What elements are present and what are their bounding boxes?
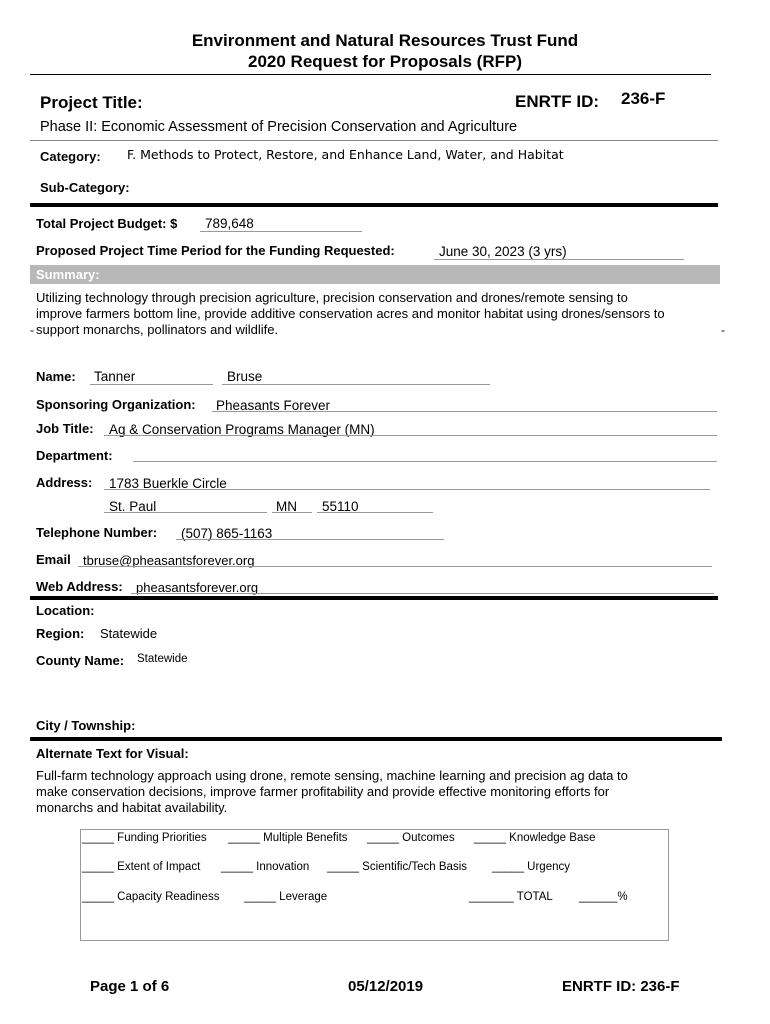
enrtf-id-label: ENRTF ID: bbox=[515, 92, 600, 111]
first-name-value: Tanner bbox=[94, 369, 136, 384]
footer-date: 05/12/2019 bbox=[348, 978, 424, 995]
summary-line-1: Utilizing technology through precision agriculture, precision conservation and drones/remote sensing to bbox=[36, 290, 628, 305]
city-township-label: City / Township: bbox=[36, 718, 136, 733]
web-address-value: pheasantsforever.org bbox=[136, 580, 259, 595]
city-underline bbox=[104, 512, 267, 513]
department-label: Department: bbox=[36, 448, 113, 463]
criteria-outcomes: _____ Outcomes bbox=[367, 832, 455, 844]
state-value: MN bbox=[276, 499, 297, 514]
alt-text-line-3: monarchs and habitat availability. bbox=[36, 800, 228, 815]
criteria-knowledge-base: _____ Knowledge Base bbox=[474, 832, 596, 844]
thick-rule-mid bbox=[30, 596, 718, 600]
budget-label: Total Project Budget: $ bbox=[36, 216, 178, 231]
org-label: Sponsoring Organization: bbox=[36, 397, 196, 412]
last-name-value: Bruse bbox=[227, 369, 263, 384]
summary-margin-mark-left: - bbox=[30, 323, 34, 337]
phone-underline bbox=[176, 539, 444, 540]
criteria-leverage: _____ Leverage bbox=[244, 891, 328, 903]
last-name-underline bbox=[222, 384, 490, 385]
criteria-percent: ______% bbox=[579, 891, 628, 903]
document-title: Environment and Natural Resources Trust Fund bbox=[191, 31, 579, 50]
criteria-total: _______ TOTAL bbox=[469, 891, 553, 903]
email-underline bbox=[78, 566, 712, 567]
header-rule bbox=[30, 74, 711, 75]
project-title-label: Project Title: bbox=[40, 93, 143, 112]
summary-margin-mark-right: - bbox=[721, 323, 725, 337]
city-value: St. Paul bbox=[109, 499, 157, 514]
phone-value: (507) 865-1163 bbox=[181, 526, 273, 541]
criteria-urgency: _____ Urgency bbox=[492, 861, 570, 873]
subcategory-label: Sub-Category: bbox=[40, 180, 130, 195]
thick-rule-bottom bbox=[30, 737, 722, 741]
thick-rule-top bbox=[30, 203, 718, 207]
summary-header: Summary: bbox=[30, 265, 720, 284]
phone-label: Telephone Number: bbox=[36, 525, 158, 540]
alt-text-paragraph bbox=[36, 768, 726, 816]
scoring-criteria-box bbox=[80, 829, 669, 941]
street-value: 1783 Buerkle Circle bbox=[109, 476, 227, 491]
title-rule bbox=[30, 140, 718, 141]
document-subtitle: 2020 Request for Proposals (RFP) bbox=[248, 52, 522, 71]
alt-text-line-1: Full-farm technology approach using drone, remote sensing, machine learning and precision ag data to bbox=[36, 768, 628, 783]
criteria-capacity-readiness: _____ Capacity Readiness bbox=[82, 891, 220, 903]
location-label: Location: bbox=[36, 603, 95, 618]
county-label: County Name: bbox=[36, 653, 125, 668]
budget-value: 789,648 bbox=[205, 216, 254, 231]
criteria-scientific-tech-basis: _____ Scientific/Tech Basis bbox=[327, 861, 467, 873]
period-underline bbox=[434, 259, 684, 260]
alt-text-line-2: make conservation decisions, improve farmer profitability and provide effective monitoring efforts for bbox=[36, 784, 610, 799]
county-value: Statewide bbox=[137, 653, 188, 665]
email-label: Email bbox=[36, 552, 71, 567]
criteria-funding-priorities: _____ Funding Priorities bbox=[82, 832, 207, 844]
state-underline bbox=[272, 512, 312, 513]
summary-text bbox=[36, 290, 726, 338]
org-underline bbox=[212, 411, 717, 412]
job-title-label: Job Title: bbox=[36, 421, 94, 436]
address-label: Address: bbox=[36, 475, 93, 490]
department-underline bbox=[133, 461, 717, 462]
web-address-label: Web Address: bbox=[36, 579, 123, 594]
project-title-value: Phase II: Economic Assessment of Precision Conservation and Agriculture bbox=[40, 119, 518, 135]
period-value: June 30, 2023 (3 yrs) bbox=[439, 244, 567, 259]
summary-line-3: support monarchs, pollinators and wildlife. bbox=[36, 322, 279, 337]
criteria-multiple-benefits: _____ Multiple Benefits bbox=[228, 832, 348, 844]
email-value: tbruse@pheasantsforever.org bbox=[83, 553, 255, 568]
period-label: Proposed Project Time Period for the Funding Requested: bbox=[36, 243, 395, 258]
alt-text-label: Alternate Text for Visual: bbox=[36, 746, 189, 761]
criteria-extent-of-impact: _____ Extent of Impact bbox=[82, 861, 201, 873]
first-name-underline bbox=[90, 384, 213, 385]
job-title-underline bbox=[104, 435, 717, 436]
footer-enrtf-id: ENRTF ID: 236-F bbox=[562, 978, 680, 995]
criteria-innovation: _____ Innovation bbox=[221, 861, 310, 873]
org-value: Pheasants Forever bbox=[216, 398, 331, 413]
region-value: Statewide bbox=[100, 626, 158, 641]
category-value: F. Methods to Protect, Restore, and Enhance Land, Water, and Habitat bbox=[127, 147, 564, 162]
enrtf-id-value: 236-F bbox=[621, 89, 666, 108]
region-label: Region: bbox=[36, 626, 85, 641]
job-title-value: Ag & Conservation Programs Manager (MN) bbox=[109, 422, 375, 437]
zip-underline bbox=[317, 512, 433, 513]
summary-line-2: improve farmers bottom line, provide additive conservation acres and monitor habitat using drones/sensors to bbox=[36, 306, 665, 321]
web-address-underline bbox=[131, 593, 714, 594]
street-underline bbox=[104, 489, 710, 490]
zip-value: 55110 bbox=[322, 499, 359, 514]
budget-underline bbox=[200, 231, 362, 232]
name-label: Name: bbox=[36, 369, 76, 384]
footer-page-number: Page 1 of 6 bbox=[90, 978, 170, 995]
category-label: Category: bbox=[40, 149, 101, 164]
